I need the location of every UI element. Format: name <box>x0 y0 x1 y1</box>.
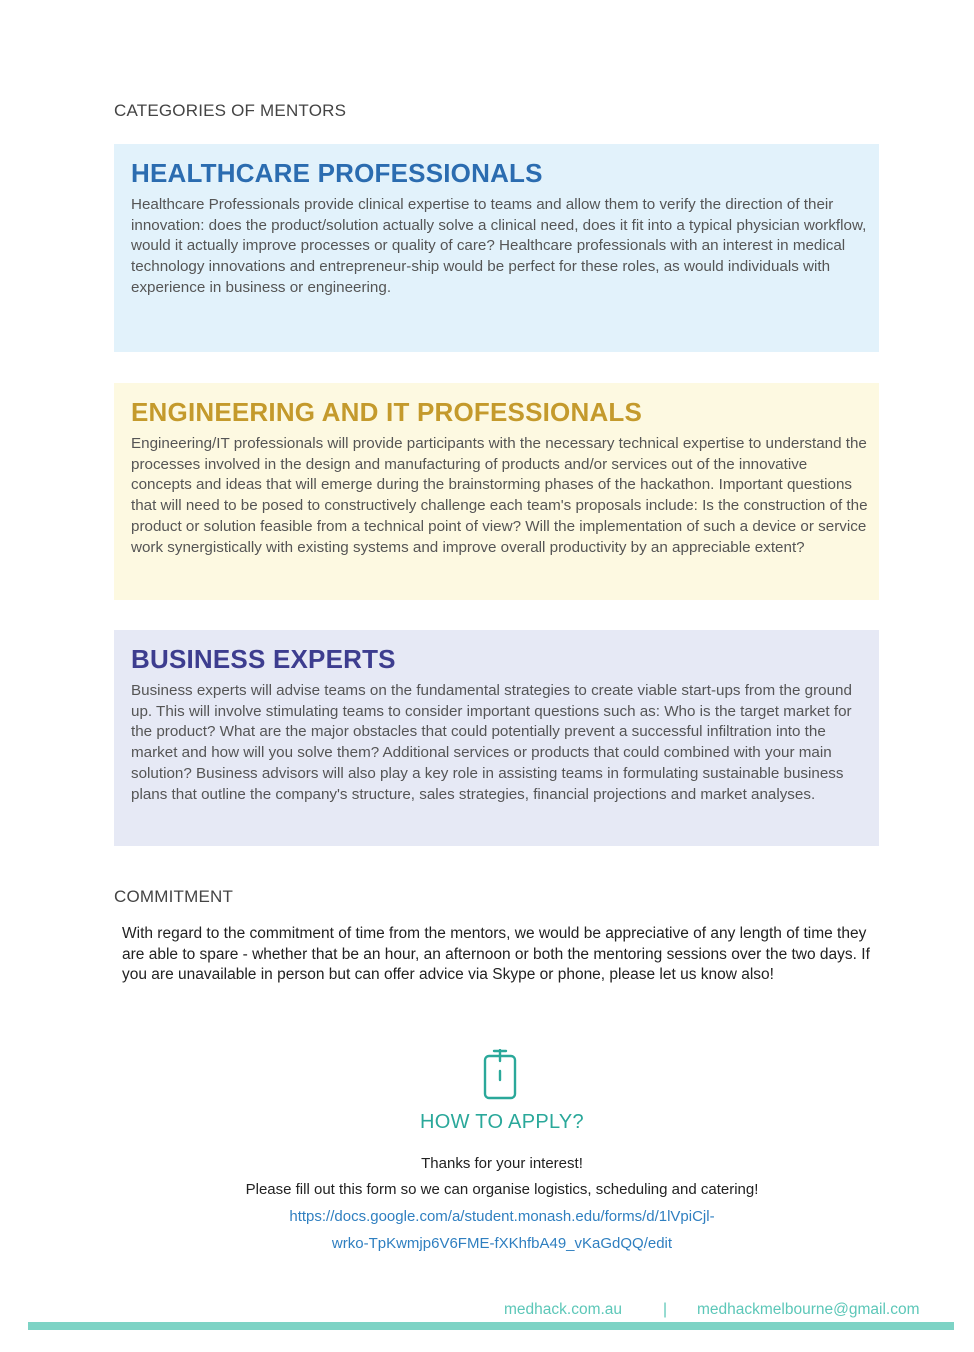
phone-icon <box>483 1049 517 1101</box>
commitment-heading: COMMITMENT <box>114 887 234 906</box>
engineering-card <box>114 383 879 600</box>
engineering-body: Engineering/IT professionals will provide participants with the necessary technical expertise to understand the processes involved in the design and manufacturing of products and/or services out of the innovative concepts and ideas that will emerge during the brainstorming phases of the hackathon. Important questions that will need to be posed to constructively challenge each team's proposals include: Is the construction of the product or solution feasible from a technical point of view? Will the implementation of such a device or service work synergistically with existing systems and improve overall productivity by an appreciable extent? <box>131 435 868 556</box>
footer-separator: | <box>663 1301 668 1318</box>
commitment-body: With regard to the commitment of time from the mentors, we would be appreciative of any length of time they are able to spare - whether that be an hour, an afternoon or both the mentoring sessions over the two days. If you are unavailable in person but can offer advice via Skype or phone, please let us know also! <box>122 925 870 984</box>
apply-thanks: Thanks for your interest! <box>421 1155 583 1172</box>
business-title: BUSINESS EXPERTS <box>131 644 396 674</box>
form-link-line-2[interactable]: wrko-TpKwmjp6V6FME-fXKhfbA49_vKaGdQQ/edit <box>331 1235 673 1252</box>
engineering-title: ENGINEERING AND IT PROFESSIONALS <box>131 397 643 427</box>
categories-heading: CATEGORIES OF MENTORS <box>114 101 347 120</box>
form-link-line-1[interactable]: https://docs.google.com/a/student.monash.edu/forms/d/1lVpiCjl- <box>289 1208 715 1225</box>
business-body: Business experts will advise teams on the fundamental strategies to create viable start-ups from the ground up. This will involve stimulating teams to consider important questions such as: Who is the target market for the product? What are the major obstacles that could potentially prevent a successful infiltration into the market and how will you solve them? Additional services or products that could combined with your main solution? Business advisors will also play a key role in assisting teams in formulating sustainable business plans that outline the company's structure, sales strategies, financial projections and market analyses. <box>131 682 852 803</box>
healthcare-body: Healthcare Professionals provide clinical expertise to teams and allow them to verify the direction of their innovation: does the product/solution actually solve a clinical need, does it fit into a typical physician workflow, would it actually improve processes or quality of care? Healthcare professionals with an interest in medical technology innovations and entrepreneur-ship would be perfect for these roles, as would individuals with experience in business or engineering. <box>131 196 867 296</box>
footer-accent-bar <box>28 1322 954 1330</box>
footer-website-link[interactable]: medhack.com.au <box>504 1301 623 1318</box>
healthcare-card <box>114 144 879 352</box>
business-card <box>114 630 879 846</box>
footer-email-link[interactable]: medhackmelbourne@gmail.com <box>697 1301 920 1318</box>
healthcare-title: HEALTHCARE PROFESSIONALS <box>131 158 543 188</box>
apply-title: HOW TO APPLY? <box>420 1111 584 1133</box>
apply-instruction: Please fill out this form so we can organise logistics, scheduling and catering! <box>245 1181 759 1198</box>
